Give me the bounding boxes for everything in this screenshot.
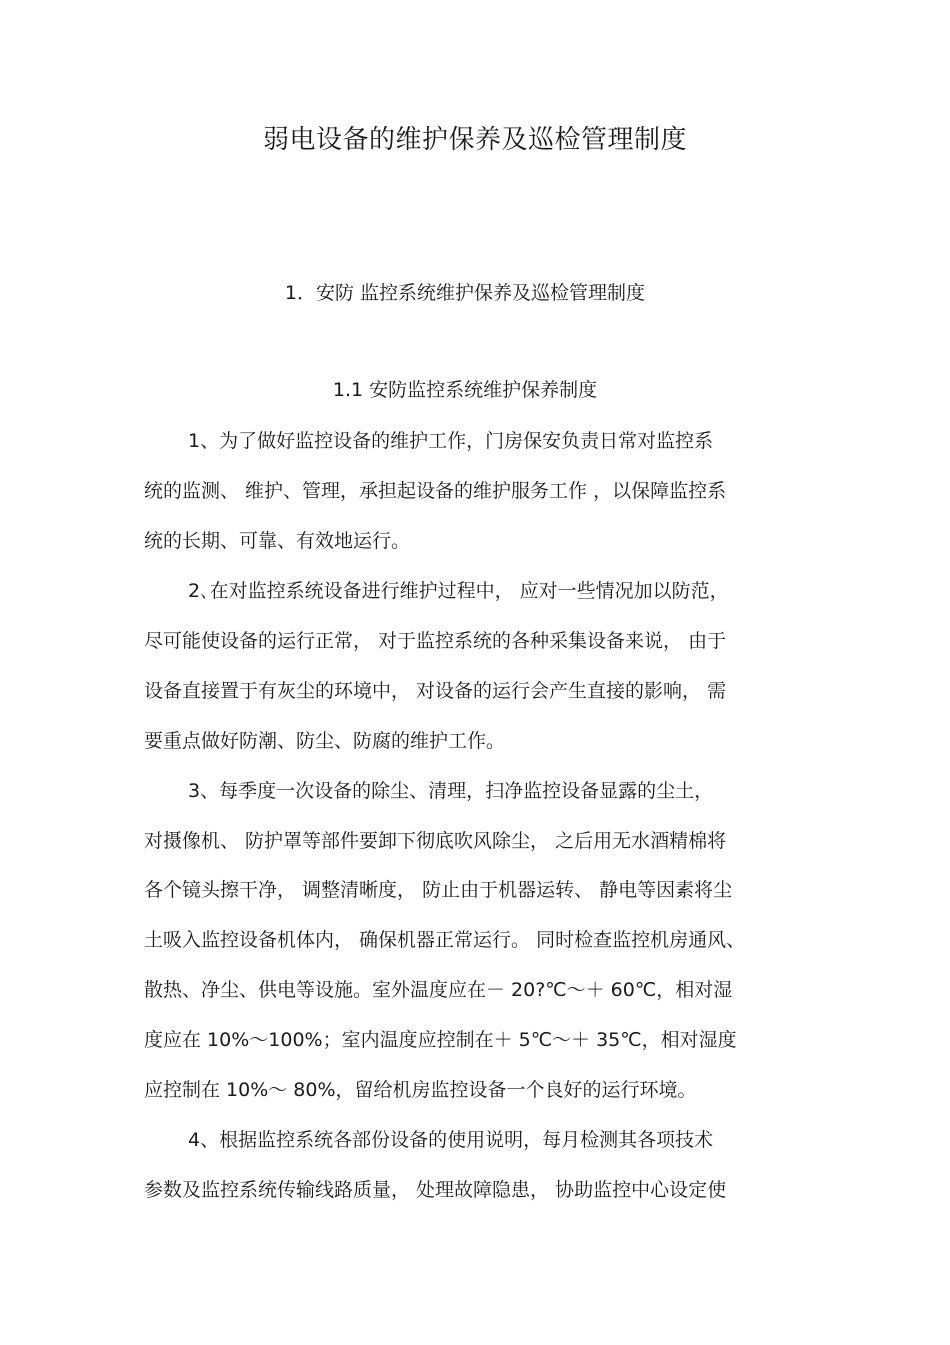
paragraph-2-line-3: 设备直接置于有灰尘的环境中， 对设备的运行会产生直接的影响， 需: [144, 680, 727, 702]
paragraph-4-line-1: 4、根据监控系统各部份设备的使用说明，每月检测其各项技术: [188, 1129, 714, 1151]
paragraph-3-line-3: 各个镜头擦干净， 调整清晰度， 防止由于机器运转、 静电等因素将尘: [144, 879, 733, 901]
paragraph-1-line-3: 统的长期、可靠、有效地运行。: [144, 530, 411, 552]
paragraph-3-line-4: 土吸入监控设备机体内， 确保机器正常运行。 同时检查监控机房通风、: [144, 929, 746, 951]
paragraph-3-line-1: 3、每季度一次设备的除尘、清理，扫净监控设备显露的尘土，: [188, 780, 714, 802]
paragraph-2-line-4: 要重点做好防潮、防尘、防腐的维护工作。: [144, 730, 506, 752]
paragraph-1-line-1: 1、为了做好监控设备的维护工作，门房保安负责日常对监控系: [188, 430, 714, 452]
paragraph-1-line-2: 统的监测、 维护、管理，承担起设备的维护服务工作 ，以保障监控系: [144, 480, 727, 502]
paragraph-4-line-2: 参数及监控系统传输线路质量， 处理故障隐患， 协助监控中心设定使: [144, 1179, 727, 1201]
paragraph-2-line-1: 2､在对监控系统设备进行维护过程中， 应对一些情况加以防范，: [188, 580, 729, 602]
paragraph-3-line-2: 对摄像机、 防护罩等部件要卸下彻底吹风除尘， 之后用无水酒精棉将: [144, 830, 727, 852]
section-heading-1-1: 1.1 安防监控系统维护保养制度: [332, 379, 598, 401]
paragraph-3-line-6: 度应在 10%～100%；室内温度应控制在＋ 5℃～＋ 35℃，相对湿度: [144, 1029, 737, 1051]
paragraph-2-line-2: 尽可能使设备的运行正常， 对于监控系统的各种采集设备来说， 由于: [144, 630, 727, 652]
section-heading-1: 1．安防 监控系统维护保养及巡检管理制度: [284, 282, 646, 304]
document-title: 弱电设备的维护保养及巡检管理制度: [262, 125, 687, 155]
paragraph-3-line-7: 应控制在 10%～ 80%，留给机房监控设备一个良好的运行环境。: [144, 1079, 697, 1101]
paragraph-3-line-5: 散热、净尘、供电等设施。室外温度应在－ 20?℃～＋ 60℃，相对湿: [144, 979, 733, 1001]
